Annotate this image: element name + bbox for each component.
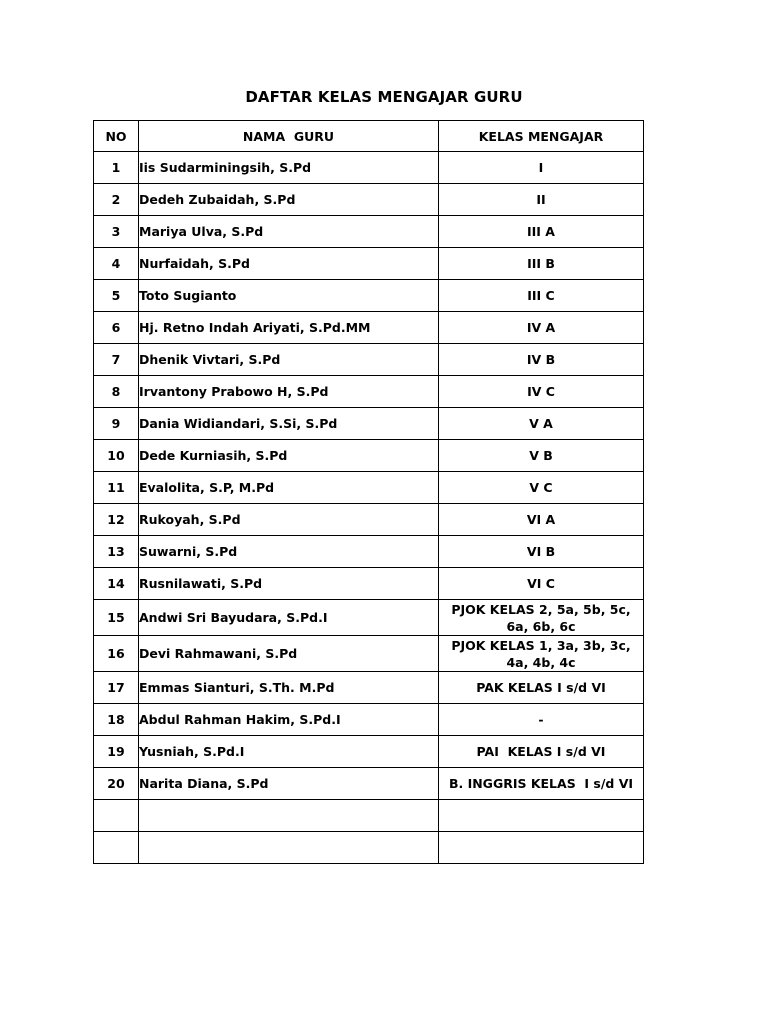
column-header-name: NAMA GURU xyxy=(139,121,439,152)
teaching-class: VI A xyxy=(439,504,644,536)
row-number: 10 xyxy=(94,440,139,472)
row-number: 5 xyxy=(94,280,139,312)
table-header-row xyxy=(94,121,644,152)
empty-cell xyxy=(139,832,439,864)
row-number: 9 xyxy=(94,408,139,440)
table-row xyxy=(94,672,644,704)
table-row xyxy=(94,248,644,280)
teaching-class: III C xyxy=(439,280,644,312)
teaching-class: V C xyxy=(439,472,644,504)
row-number: 7 xyxy=(94,344,139,376)
row-number: 1 xyxy=(94,152,139,184)
empty-cell xyxy=(439,832,644,864)
teacher-name: Iis Sudarminingsih, S.Pd xyxy=(139,152,439,184)
teaching-class: IV B xyxy=(439,344,644,376)
teaching-class: III B xyxy=(439,248,644,280)
row-number: 19 xyxy=(94,736,139,768)
teacher-name: Rukoyah, S.Pd xyxy=(139,504,439,536)
empty-table-row xyxy=(94,800,644,832)
teaching-class: IV C xyxy=(439,376,644,408)
row-number: 3 xyxy=(94,216,139,248)
teacher-name: Toto Sugianto xyxy=(139,280,439,312)
teacher-name: Nurfaidah, S.Pd xyxy=(139,248,439,280)
teacher-name: Suwarni, S.Pd xyxy=(139,536,439,568)
table-row xyxy=(94,280,644,312)
teacher-name: Narita Diana, S.Pd xyxy=(139,768,439,800)
teacher-name: Hj. Retno Indah Ariyati, S.Pd.MM xyxy=(139,312,439,344)
teaching-class: I xyxy=(439,152,644,184)
row-number: 18 xyxy=(94,704,139,736)
teaching-class: II xyxy=(439,184,644,216)
table-row xyxy=(94,376,644,408)
teacher-name: Irvantony Prabowo H, S.Pd xyxy=(139,376,439,408)
table-row xyxy=(94,312,644,344)
row-number: 12 xyxy=(94,504,139,536)
row-number: 14 xyxy=(94,568,139,600)
teacher-name: Andwi Sri Bayudara, S.Pd.I xyxy=(139,600,439,636)
teaching-class: PJOK KELAS 2, 5a, 5b, 5c, 6a, 6b, 6c xyxy=(439,600,644,636)
teacher-name: Mariya Ulva, S.Pd xyxy=(139,216,439,248)
row-number: 4 xyxy=(94,248,139,280)
column-header-class: KELAS MENGAJAR xyxy=(439,121,644,152)
table-row xyxy=(94,440,644,472)
teaching-class: V A xyxy=(439,408,644,440)
row-number: 11 xyxy=(94,472,139,504)
page-title: DAFTAR KELAS MENGAJAR GURU xyxy=(245,88,523,106)
row-number: 20 xyxy=(94,768,139,800)
table-row xyxy=(94,408,644,440)
teacher-name: Devi Rahmawani, S.Pd xyxy=(139,636,439,672)
table-row xyxy=(94,768,644,800)
row-number: 15 xyxy=(94,600,139,636)
row-number: 16 xyxy=(94,636,139,672)
table-row xyxy=(94,152,644,184)
teaching-class: B. INGGRIS KELAS I s/d VI xyxy=(439,768,644,800)
table-row xyxy=(94,472,644,504)
teaching-class: V B xyxy=(439,440,644,472)
table-row xyxy=(94,568,644,600)
teaching-class: III A xyxy=(439,216,644,248)
table-row xyxy=(94,536,644,568)
empty-cell xyxy=(139,800,439,832)
table-row xyxy=(94,736,644,768)
table-row xyxy=(94,636,644,672)
teaching-class: - xyxy=(439,704,644,736)
empty-cell xyxy=(94,832,139,864)
teaching-class: IV A xyxy=(439,312,644,344)
row-number: 13 xyxy=(94,536,139,568)
teaching-class: PJOK KELAS 1, 3a, 3b, 3c, 4a, 4b, 4c xyxy=(439,636,644,672)
empty-cell xyxy=(94,800,139,832)
table-row xyxy=(94,216,644,248)
teaching-class: PAI KELAS I s/d VI xyxy=(439,736,644,768)
row-number: 6 xyxy=(94,312,139,344)
teaching-class: PAK KELAS I s/d VI xyxy=(439,672,644,704)
teacher-name: Yusniah, S.Pd.I xyxy=(139,736,439,768)
empty-cell xyxy=(439,800,644,832)
teaching-class: VI B xyxy=(439,536,644,568)
teacher-name: Dhenik Vivtari, S.Pd xyxy=(139,344,439,376)
teacher-name: Emmas Sianturi, S.Th. M.Pd xyxy=(139,672,439,704)
row-number: 17 xyxy=(94,672,139,704)
teacher-name: Abdul Rahman Hakim, S.Pd.I xyxy=(139,704,439,736)
teaching-class: VI C xyxy=(439,568,644,600)
table-row xyxy=(94,600,644,636)
table-row xyxy=(94,344,644,376)
table-row xyxy=(94,504,644,536)
teacher-name: Rusnilawati, S.Pd xyxy=(139,568,439,600)
teacher-name: Dede Kurniasih, S.Pd xyxy=(139,440,439,472)
empty-table-row xyxy=(94,832,644,864)
teacher-name: Dania Widiandari, S.Si, S.Pd xyxy=(139,408,439,440)
teacher-class-table xyxy=(93,120,644,864)
teacher-name: Dedeh Zubaidah, S.Pd xyxy=(139,184,439,216)
column-header-no: NO xyxy=(94,121,139,152)
table-row xyxy=(94,184,644,216)
row-number: 2 xyxy=(94,184,139,216)
row-number: 8 xyxy=(94,376,139,408)
teacher-name: Evalolita, S.P, M.Pd xyxy=(139,472,439,504)
table-row xyxy=(94,704,644,736)
